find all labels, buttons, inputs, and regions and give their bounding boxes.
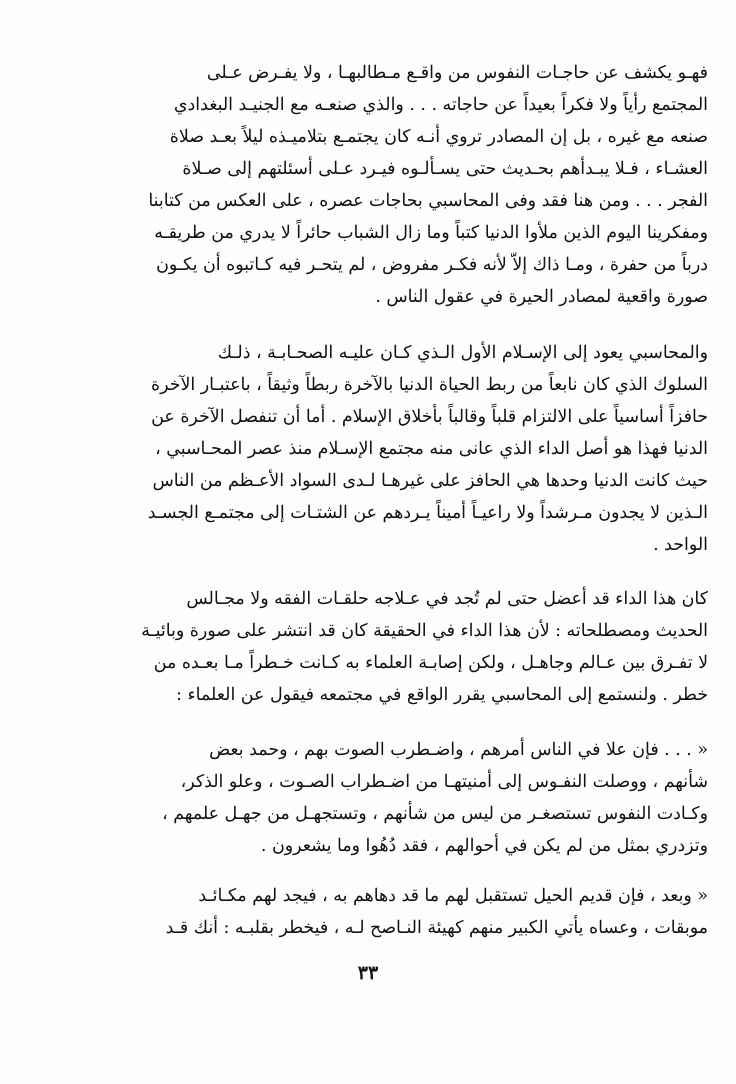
text-line: الحديث ومصطلحاته : لأن هذا الداء في الحقيقة كان قد انتشر على صورة وبائيـة (141, 621, 708, 641)
text-line: المجتمع رأياً ولا فكراً بعيداً عن حاجاته . . . والذي صنعـه مع الجنيـد البغدادي (173, 95, 708, 115)
text-line: حافزاً أساسياً على الالتزام قلباً وقالباً بأخلاق الإسلام . أما أن تنفصل الآخرة عن (151, 407, 708, 427)
text-line: درباً من حفرة ، ومـا ذاك إلاّ لأنه فكـر مفروض ، لم يتحـر فيه كـاتبوه أن يكـون (156, 255, 708, 275)
paragraph-1 (96, 57, 708, 313)
text-line: لا تفـرق بين عـالم وجاهـل ، ولكن إصابـة العلماء به كـانت خـطراً مـا بعـده من (153, 653, 708, 673)
text-line: وكـادت النفوس تستصغـر من ليس من شأنهم ، وتستجهـل من جهـل علمهم ، (162, 804, 708, 824)
text-line: والمحاسبي يعود إلى الإسـلام الأول الـذي كـان عليـه الصحـابـة ، ذلـك (217, 343, 708, 363)
text-line: موبقات ، وعساه يأتي الكبير منهم كهيئة النـاصح لـه ، فيخطر بقلبـه : أنك قـد (165, 918, 708, 938)
paragraph-2 (96, 337, 708, 561)
text-line: الدنيا فهذا هو أصل الداء الذي عانى منه مجتمع الإسـلام منذ عصر المحـاسبي ، (155, 439, 708, 459)
text-line: السلوك الذي كان نابعاً من ربط الحياة الدنيا بالآخرة ربطاً وثيقاً ، باعتبـار الآخرة (151, 375, 708, 395)
page-number: ٣٣ (357, 962, 379, 984)
text-line: كان هذا الداء قد أعضل حتى لم تُجد في عـلاجه حلقـات الفقه ولا مجـالس (186, 589, 708, 609)
text-line: ومفكرينا اليوم الذين ملأوا الدنيا كتباً وما زال الشباب حائراً لا يدري من طريقـه (154, 223, 708, 243)
text-line: وتزدري بمثل من لم يكن في أحوالهم ، فقد دُهُوا وما يشعرون . (260, 836, 708, 856)
paragraph-3 (96, 583, 708, 711)
text-line: الفجر . . . ومن هنا فقد وفى المحاسبي بحاجات عصره ، على العكس من كتابنا (148, 191, 708, 211)
text-line: « . . . فإن علا في الناس أمرهم ، واضـطرب الصوت بهم ، وحمد بعض (209, 740, 708, 760)
text-line: حيث كانت الدنيا وحدها هي الحافز على غيرهـا لـدى السواد الأعـظم من الناس (152, 471, 708, 491)
text-line: فهـو يكشف عن حاجـات النفوس من واقـع مـطالبهـا ، ولا يفـرض عـلى (206, 63, 708, 83)
text-line: الـذين لا يجدون مـرشداً ولا راعيـاً أميناً يـردهم عن الشتـات إلى مجتمـع الجسـد (147, 503, 708, 523)
text-line: « وبعد ، فإن قديم الحيل تستقبل لهم ما قد دهاهم به ، فيجد لهم مكـائـد (198, 886, 708, 906)
quote-paragraph-2 (96, 880, 708, 944)
text-line: خطر . ولنستمع إلى المحاسبي يقرر الواقع في مجتمعه فيقول عن العلماء : (176, 685, 708, 705)
quote-paragraph-1 (96, 734, 708, 862)
text-line: صنعه مع غيره ، بل إن المصادر تروي أنـه كان يجتمـع بتلاميـذه ليلاً بعـد صلاة (169, 127, 708, 147)
text-line: شأنهم ، ووصلت النفـوس إلى أمنيتهـا من اضـطراب الصـوت ، وعلو الذكر، (180, 772, 708, 792)
text-line: صورة واقعية لمصادر الحيرة في عقول الناس . (375, 287, 708, 307)
text-line: الواحد . (653, 535, 708, 555)
text-line: العشـاء ، فـلا يبـدأهم بحـديث حتى يسـألـوه فيـرد عـلى أسئلتهم إلى صـلاة (182, 159, 708, 179)
